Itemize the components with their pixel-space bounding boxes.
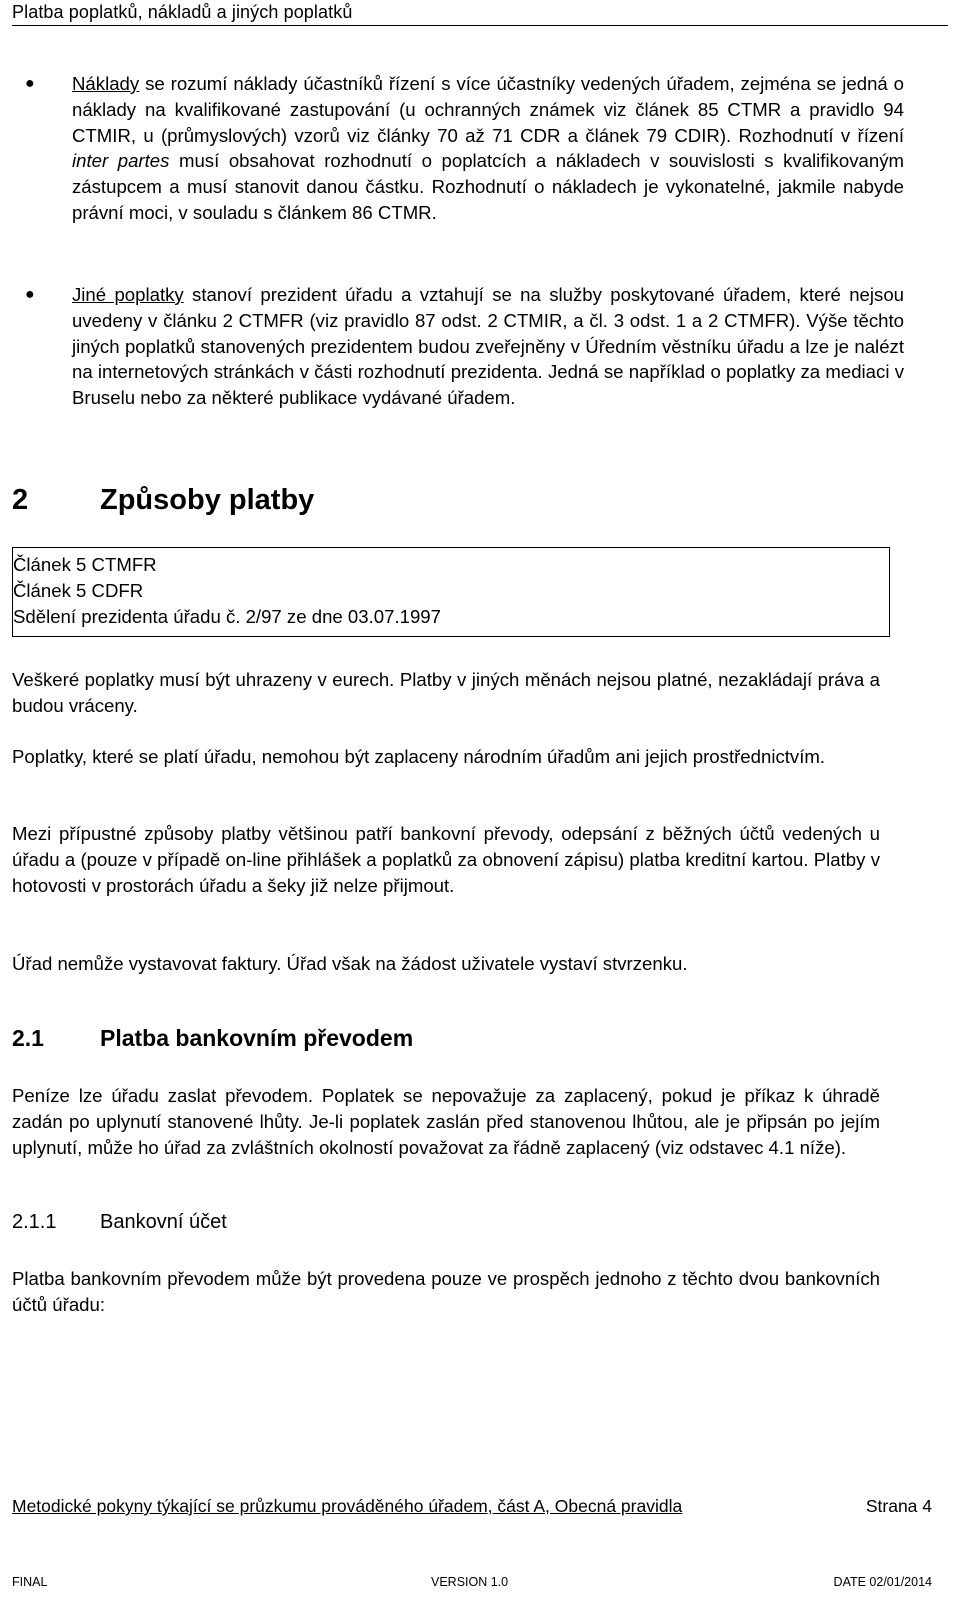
bullet-item-costs bbox=[72, 71, 904, 226]
paragraph: Peníze lze úřadu zaslat převodem. Poplatek se nepovažuje za zaplacený, pokud je příkaz k úhradě zadán po uplynutí stanovené lhůty. Je-li poplatek zaslán před stanovenou lhůtou, ale je připsán po jejím uplynutí, může ho úřad za zvláštních okolností považovat za řádně zaplacený (viz odstavec 4.1 níže). bbox=[12, 1085, 880, 1158]
subsubsection-title: Bankovní účet bbox=[100, 1211, 227, 1233]
running-header-title: Platba poplatků, nákladů a jiných poplatků bbox=[12, 2, 353, 22]
footer-page-number: Strana 4 bbox=[865, 1496, 932, 1516]
section-title: Způsoby platby bbox=[100, 484, 315, 516]
section-number: 2 bbox=[12, 484, 29, 516]
subsection-heading bbox=[12, 1025, 413, 1052]
footer-date: DATE 02/01/2014 bbox=[833, 1575, 932, 1589]
paragraph: Poplatky, které se platí úřadu, nemohou být zaplaceny národním úřadům ani jejich prostřednictvím. bbox=[12, 746, 826, 767]
bullet-marker: ● bbox=[25, 75, 35, 92]
reference-line: Sdělení prezidenta úřadu č. 2/97 ze dne 03.07.1997 bbox=[13, 606, 441, 627]
paragraph: Úřad nemůže vystavovat faktury. Úřad však na žádost uživatele vystaví stvrzenku. bbox=[12, 953, 688, 974]
bullet-italic-term: inter partes bbox=[72, 150, 170, 172]
section-heading bbox=[12, 484, 314, 517]
paragraph: Veškeré poplatky musí být uhrazeny v eurech. Platby v jiných měnách nejsou platné, nezakládají práva a budou vráceny. bbox=[12, 669, 880, 716]
bullet-term: Náklady bbox=[72, 73, 140, 94]
bullet-marker: ● bbox=[25, 286, 35, 303]
bullet-text: se rozumí náklady účastníků řízení s více účastníky vedených úřadem, zejména se jedná o náklady na kvalifikované zastupování (u ochranných známek viz článek 85 CTMR a pravidlo 94 CTMIR, u (průmyslových) vzorů viz články 70 až 71 CDR a článek 79 CDIR). Rozhodnutí v řízení bbox=[72, 73, 904, 146]
footer-document-title: Metodické pokyny týkající se průzkumu prováděného úřadem, část A, Obecná pravidla bbox=[12, 1496, 683, 1516]
subsubsection-number: 2.1.1 bbox=[12, 1211, 57, 1233]
bullet-term: Jiné poplatky bbox=[72, 284, 184, 305]
legal-references-box bbox=[12, 547, 890, 637]
subsection-title: Platba bankovním převodem bbox=[100, 1025, 414, 1051]
footer-version: VERSION 1.0 bbox=[431, 1575, 509, 1589]
header-divider bbox=[12, 25, 948, 26]
bullet-text: musí obsahovat rozhodnutí o poplatcích a nákladech v souvislosti s kvalifikovaným zástupcem a musí stanovit danou částku. Rozhodnutí o nákladech je vykonatelné, jakmile nabyde právní moci, v souladu s článkem 86 CTMR. bbox=[72, 150, 905, 223]
footer-status: FINAL bbox=[12, 1575, 48, 1589]
reference-line: Článek 5 CTMFR bbox=[13, 554, 157, 575]
subsubsection-heading bbox=[12, 1211, 227, 1234]
footer-document-line bbox=[12, 1496, 932, 1517]
bullet-item-other-fees bbox=[72, 282, 904, 411]
paragraph: Mezi přípustné způsoby platby většinou patří bankovní převody, odepsání z běžných účtů vedených u úřadu a (pouze v případě on-line přihlášek a poplatků za obnovení zápisu) platba kreditní kartou. Platby v hotovosti v prostorách úřadu a šeky již nelze přijmout. bbox=[12, 823, 880, 896]
paragraph: Platba bankovním převodem může být provedena pouze ve prospěch jednoho z těchto dvou bankovních účtů úřadu: bbox=[12, 1268, 880, 1315]
subsection-number: 2.1 bbox=[12, 1025, 44, 1051]
bullet-text: stanoví prezident úřadu a vztahují se na služby poskytované úřadem, které nejsou uvedeny v článku 2 CTMFR (viz pravidlo 87 odst. 2 CTMIR, a čl. 3 odst. 1 a 2 CTMFR). Výše těchto jiných poplatků stanovených prezidentem budou zveřejněny v Úředním věstníku úřadu a lze je nalézt na internetových stránkách v části rozhodnutí prezidenta. Jedná se například o poplatky za mediaci v Bruselu nebo za některé publikace vydávané úřadem. bbox=[72, 284, 905, 409]
reference-line: Článek 5 CDFR bbox=[13, 580, 144, 601]
